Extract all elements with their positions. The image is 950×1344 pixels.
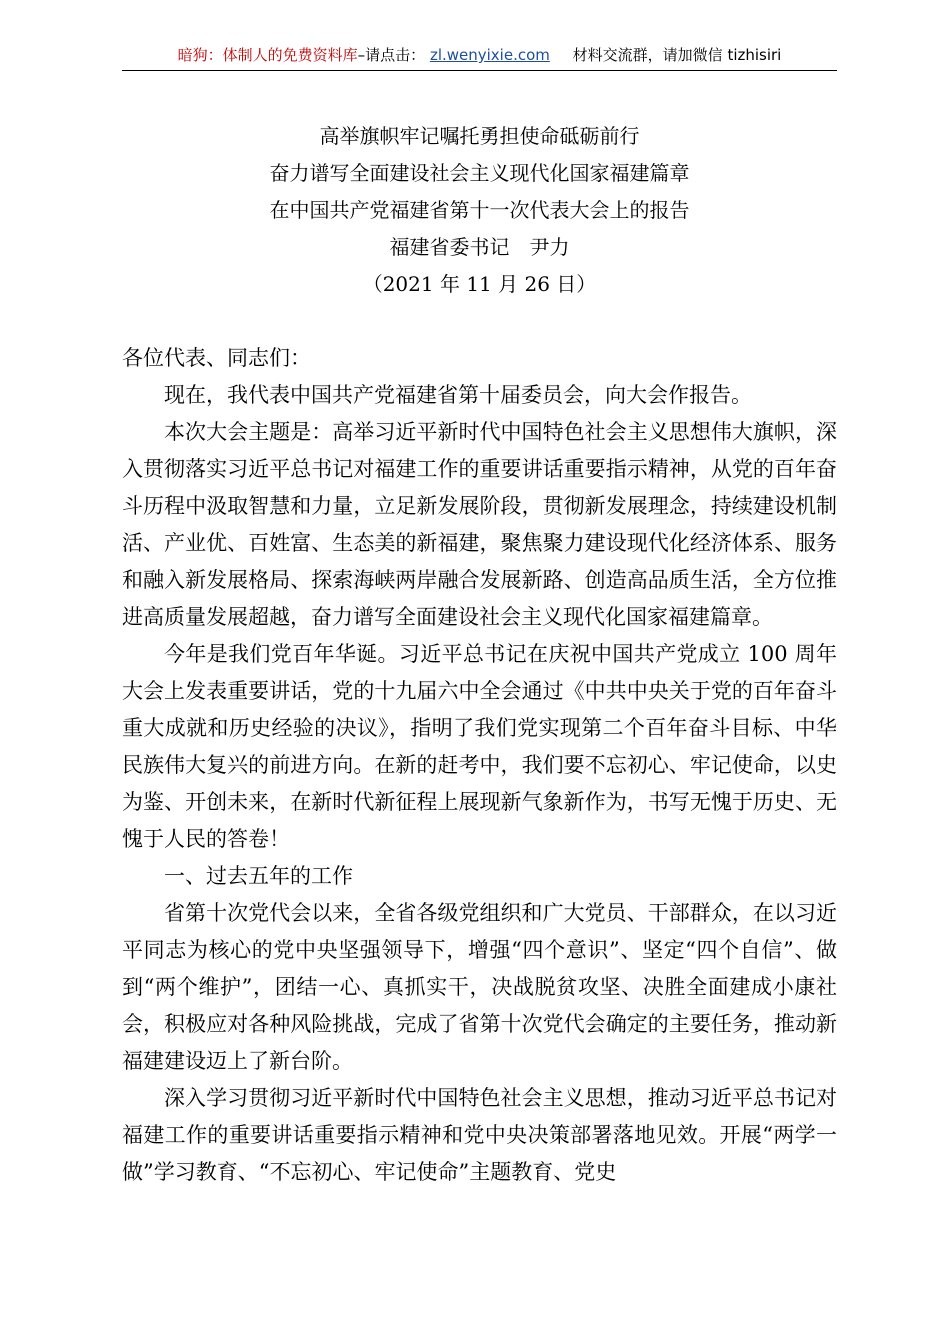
- title-line-1: 高举旗帜牢记嘱托勇担使命砥砺前行: [319, 124, 640, 148]
- header-group-info: 材料交流群，请加微信 tizhisiri: [572, 46, 782, 64]
- paragraph-3: 今年是我们党百年华诞。习近平总书记在庆祝中国共产党成立 100 周年大会上发表重要讲话，党的十九届六中全会通过《中共中央关于党的百年奋斗重大成就和历史经验的决议》，指明了我们党实现第二个百年奋斗目标、中华民族伟大复兴的前进方向。在新的赶考中，我们要不忘初心、牢记使命，以史为鉴、开创未来，在新时代新征程上展现新气象新作为，书写无愧于历史、无愧于人民的答卷！: [122, 642, 837, 851]
- section-heading-1: 一、过去五年的工作: [164, 864, 353, 888]
- title-line-2: 奋力谱写全面建设社会主义现代化国家福建篇章: [269, 161, 690, 185]
- report-body: [122, 340, 837, 1191]
- title-line-3: 在中国共产党福建省第十一次代表大会上的报告: [269, 198, 690, 222]
- salutation: 各位代表、同志们：: [122, 346, 311, 370]
- title-block: [122, 118, 837, 303]
- header-link[interactable]: zl.wenyixie.com: [429, 46, 550, 64]
- header-brand: 暗狗：体制人的免费资料库: [177, 46, 358, 64]
- paragraph-2: 本次大会主题是：高举习近平新时代中国特色社会主义思想伟大旗帜，深入贯彻落实习近平总书记对福建工作的重要讲话重要指示精神，从党的百年奋斗历程中汲取智慧和力量，立足新发展阶段，贯彻新发展理念，持续建设机制活、产业优、百姓富、生态美的新福建，聚焦聚力建设现代化经济体系、服务和融入新发展格局、探索海峡两岸融合发展新路、创造高品质生活，全方位推进高质量发展超越，奋力谱写全面建设社会主义现代化国家福建篇章。: [122, 420, 837, 629]
- header-prompt: –请点击：: [357, 46, 426, 64]
- author-line: 福建省委书记 尹力: [389, 235, 570, 259]
- date-line: （2021 年 11 月 26 日）: [362, 272, 597, 296]
- paragraph-4: 省第十次党代会以来，全省各级党组织和广大党员、干部群众，在以习近平同志为核心的党中央坚强领导下，增强“四个意识”、坚定“四个自信”、做到“两个维护”，团结一心、真抓实干，决战脱贫攻坚、决胜全面建成小康社会，积极应对各种风险挑战，完成了省第十次党代会确定的主要任务，推动新福建建设迈上了新台阶。: [122, 901, 837, 1073]
- paragraph-1: 现在，我代表中国共产党福建省第十届委员会，向大会作报告。: [164, 383, 752, 407]
- paragraph-5: 深入学习贯彻习近平新时代中国特色社会主义思想，推动习近平总书记对福建工作的重要讲话重要指示精神和党中央决策部署落地见效。开展“两学一做”学习教育、“不忘初心、牢记使命”主题教育、党史: [122, 1086, 837, 1184]
- page-header: [122, 44, 837, 71]
